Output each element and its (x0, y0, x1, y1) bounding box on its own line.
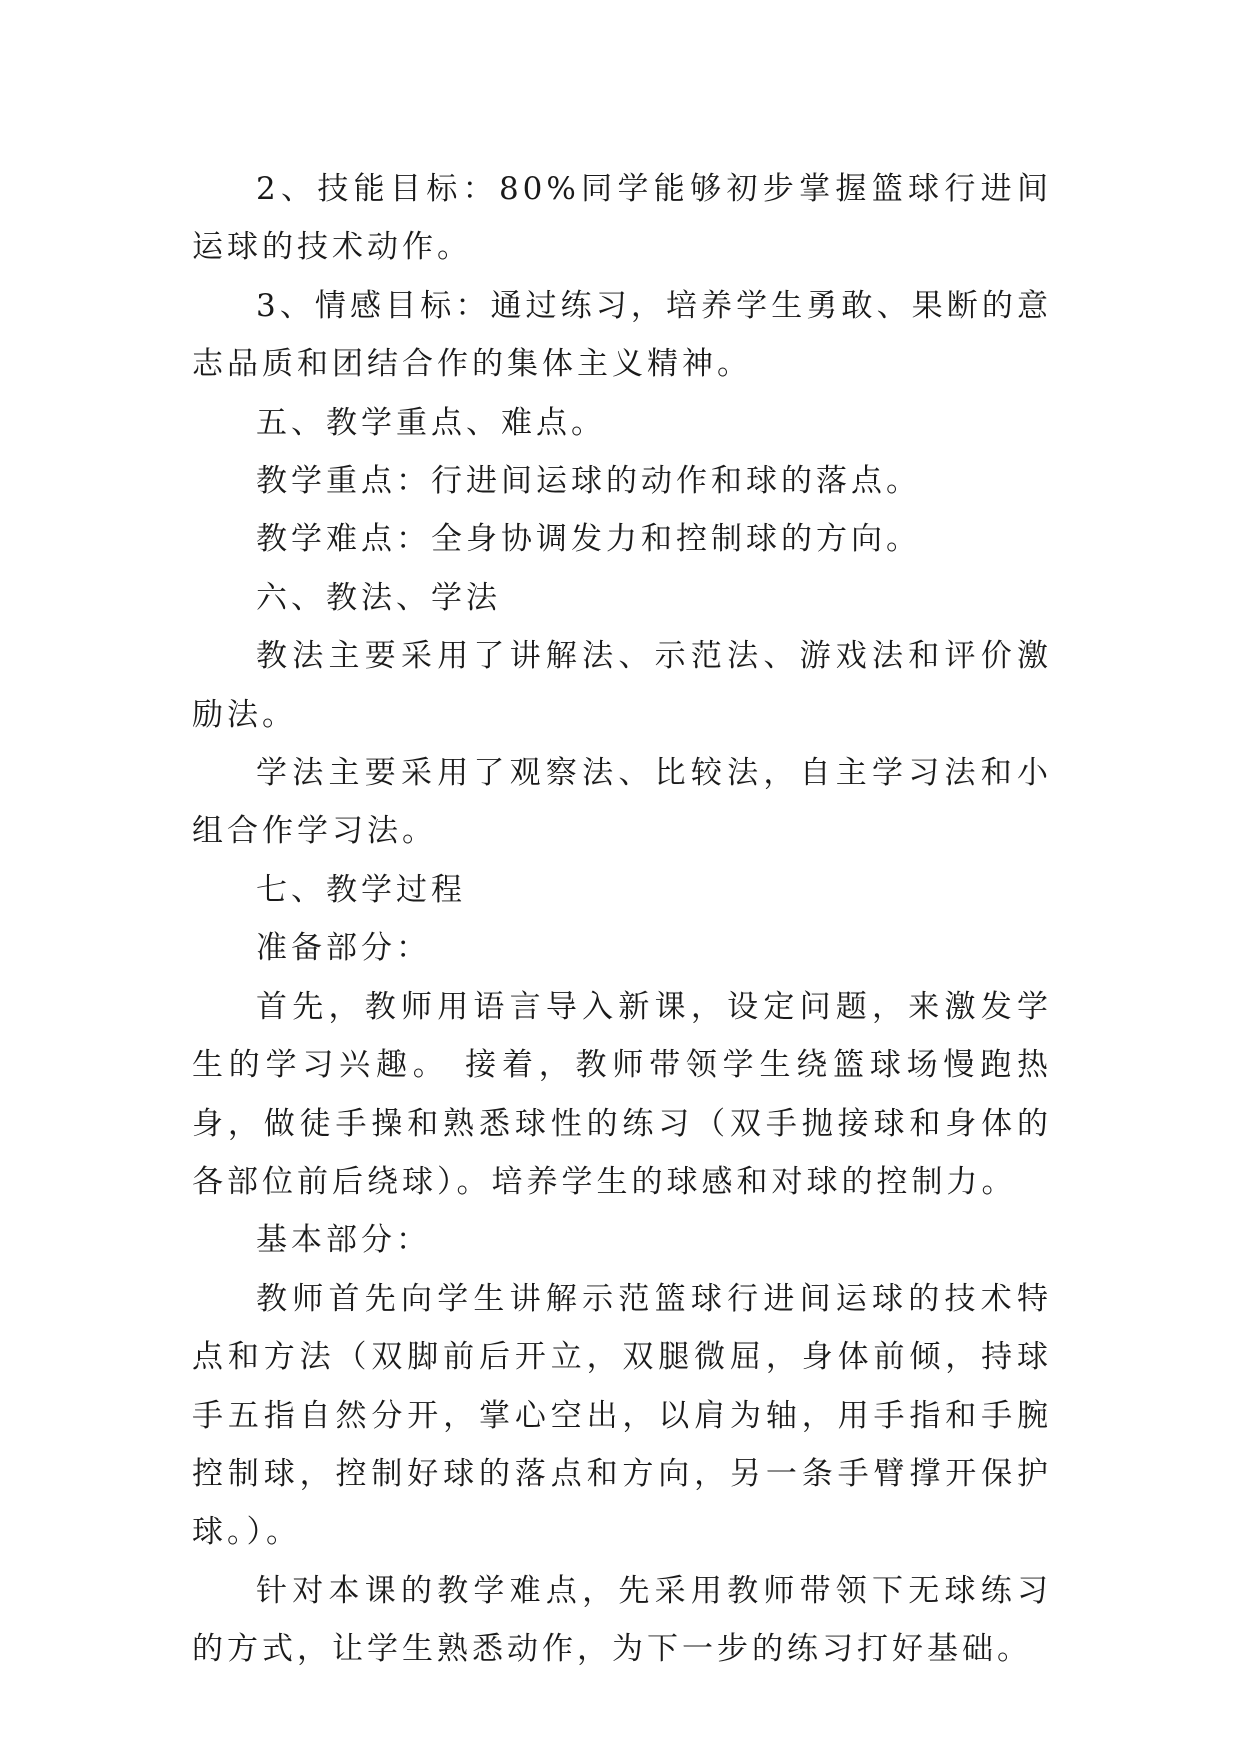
section-heading-methods: 六、教法、学法 (256, 579, 501, 616)
teaching-method-paragraph: 教法主要采用了讲解法、示范法、游戏法和评价激励法。 (192, 638, 1052, 733)
section-heading-process: 七、教学过程 (256, 871, 466, 908)
difficulty-paragraph: 教学难点：全身协调发力和控制球的方向。 (256, 521, 921, 558)
skill-goal-paragraph: 2、技能目标：80%同学能够初步掌握篮球行进间运球的技术动作。 (192, 171, 1052, 266)
section-heading-key-points: 五、教学重点、难点。 (256, 404, 606, 441)
document-body (192, 160, 1052, 1679)
preparation-heading: 准备部分： (256, 930, 431, 967)
practice-paragraph: 针对本课的教学难点，先采用教师带领下无球练习的方式，让学生熟悉动作，为下一步的练习打好基础。 (192, 1572, 1052, 1668)
emotion-goal-paragraph: 3、情感目标：通过练习，培养学生勇敢、果断的意志品质和团结合作的集体主义精神。 (192, 287, 1052, 383)
preparation-paragraph: 首先，教师用语言导入新课，设定问题，来激发学生的学习兴趣。 接着，教师带领学生绕篮球场慢跑热身，做徒手操和熟悉球性的练习（双手抛接球和身体的各部位前后绕球）。培养学生的球感和对球的控制力。 (192, 988, 1052, 1200)
demonstration-paragraph: 教师首先向学生讲解示范篮球行进间运球的技术特点和方法（双脚前后开立，双腿微屈，身体前倾，持球手五指自然分开，掌心空出，以肩为轴，用手指和手腕控制球，控制好球的落点和方向，另一条手臂撑开保护球。）。 (192, 1280, 1052, 1551)
key-point-paragraph: 教学重点：行进间运球的动作和球的落点。 (256, 463, 921, 500)
learning-method-paragraph: 学法主要采用了观察法、比较法，自主学习法和小组合作学习法。 (192, 755, 1052, 850)
basic-part-heading: 基本部分： (256, 1222, 431, 1259)
